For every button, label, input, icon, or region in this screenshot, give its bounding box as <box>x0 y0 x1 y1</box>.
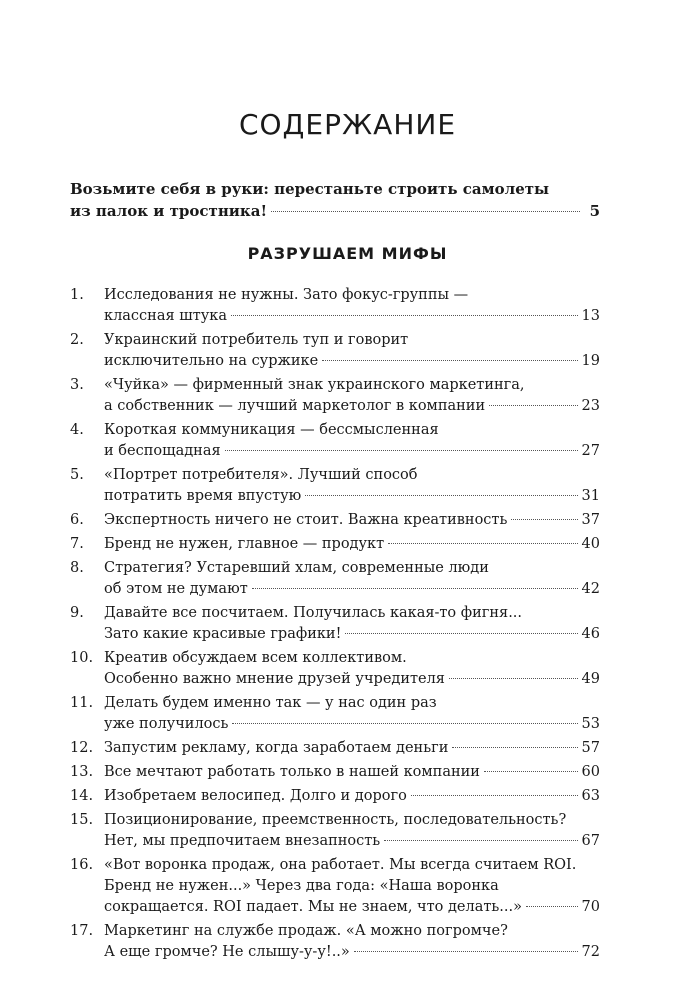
entry-line: Короткая коммуникация — бессмысленная <box>104 422 439 438</box>
page-number: 60 <box>581 764 600 780</box>
section-heading: РАЗРУШАЕМ МИФЫ <box>247 244 448 263</box>
entry-number: 8. <box>70 560 84 576</box>
entry-body <box>104 855 600 918</box>
toc-entry <box>70 534 600 555</box>
entry-number: 6. <box>70 512 84 528</box>
dot-leader <box>232 723 577 724</box>
page-number: 70 <box>581 899 600 915</box>
entry-number: 10. <box>70 650 94 666</box>
entry-leader <box>104 351 600 372</box>
entry-last-line: Нет, мы предпочитаем внезапность <box>104 833 381 849</box>
page-number: 49 <box>581 671 600 687</box>
intro-line-2: из палок и тростника! <box>70 202 268 220</box>
entry-number: 3. <box>70 377 84 393</box>
page-number: 5 <box>589 202 600 220</box>
entry-body <box>104 786 600 807</box>
entry-number: 2. <box>70 332 84 348</box>
toc-entry <box>70 375 600 417</box>
entry-leader <box>104 831 600 852</box>
entry-leader <box>104 897 600 918</box>
entry-number: 17. <box>70 923 94 939</box>
dot-leader <box>489 405 577 406</box>
entry-leader <box>104 714 600 735</box>
entry-leader <box>104 486 600 507</box>
entry-line: «Вот воронка продаж, она работает. Мы всегда считаем ROI. <box>104 857 577 873</box>
dot-leader <box>271 211 580 212</box>
page-title: СОДЕРЖАНИЕ <box>238 108 457 141</box>
entry-leader <box>104 534 600 555</box>
toc-list <box>70 285 600 966</box>
toc-entry <box>70 921 600 963</box>
dot-leader <box>449 678 578 679</box>
toc-entry <box>70 420 600 462</box>
entry-line: Бренд не нужен...» Через два года: «Наша воронка <box>104 878 499 894</box>
page-number: 40 <box>581 536 600 552</box>
dot-leader <box>225 450 578 451</box>
entry-body <box>104 921 600 963</box>
entry-last-line: Бренд не нужен, главное — продукт <box>104 536 385 552</box>
entry-body <box>104 534 600 555</box>
page-number: 13 <box>581 308 600 324</box>
entry-body <box>104 558 600 600</box>
toc-entry <box>70 558 600 600</box>
intro-leader <box>70 200 600 222</box>
toc-entry <box>70 762 600 783</box>
entry-leader <box>104 396 600 417</box>
dot-leader <box>345 633 577 634</box>
entry-body <box>104 762 600 783</box>
entry-leader <box>104 510 600 531</box>
entry-line: Исследования не нужны. Зато фокус-группы — <box>104 287 469 303</box>
toc-entry <box>70 855 600 918</box>
entry-last-line: исключительно на суржике <box>104 353 319 369</box>
toc-entry <box>70 738 600 759</box>
entry-last-line: Запустим рекламу, когда заработаем деньги <box>104 740 449 756</box>
entry-line: Позиционирование, преемственность, последовательность? <box>104 812 567 828</box>
dot-leader <box>231 315 578 316</box>
entry-last-line: Все мечтают работать только в нашей компании <box>104 764 480 780</box>
entry-number: 13. <box>70 764 94 780</box>
toc-entry <box>70 510 600 531</box>
dot-leader <box>252 588 578 589</box>
entry-body <box>104 330 600 372</box>
toc-entry <box>70 648 600 690</box>
entry-line: Давайте все посчитаем. Получилась какая-то фигня... <box>104 605 523 621</box>
entry-body <box>104 465 600 507</box>
entry-last-line: Экспертность ничего не стоит. Важна креативность <box>104 512 508 528</box>
entry-last-line: сокращается. ROI падает. Мы не знаем, что делать...» <box>104 899 522 915</box>
page-number: 31 <box>581 488 600 504</box>
dot-leader <box>484 771 578 772</box>
entry-number: 16. <box>70 857 94 873</box>
entry-body <box>104 738 600 759</box>
entry-number: 15. <box>70 812 94 828</box>
entry-last-line: Зато какие красивые графики! <box>104 626 342 642</box>
entry-body <box>104 375 600 417</box>
entry-number: 7. <box>70 536 84 552</box>
entry-last-line: А еще громче? Не слышу-у-у!..» <box>104 944 350 960</box>
entry-last-line: об этом не думают <box>104 581 248 597</box>
entry-number: 14. <box>70 788 94 804</box>
entry-number: 4. <box>70 422 84 438</box>
toc-entry <box>70 285 600 327</box>
entry-leader <box>104 786 600 807</box>
toc-entry <box>70 693 600 735</box>
page-number: 63 <box>581 788 600 804</box>
dot-leader <box>305 495 577 496</box>
toc-entry <box>70 603 600 645</box>
entry-line: Креатив обсуждаем всем коллективом. <box>104 650 407 666</box>
entry-number: 12. <box>70 740 94 756</box>
page-number: 53 <box>581 716 600 732</box>
intro-line-1: Возьмите себя в руки: перестаньте строить самолеты <box>70 180 550 198</box>
entry-line: «Чуйка» — фирменный знак украинского маркетинга, <box>104 377 525 393</box>
dot-leader <box>411 795 578 796</box>
entry-leader <box>104 942 600 963</box>
toc-entry <box>70 330 600 372</box>
entry-line: Украинский потребитель туп и говорит <box>104 332 409 348</box>
page-number: 37 <box>581 512 600 528</box>
entry-line: «Портрет потребителя». Лучший способ <box>104 467 418 483</box>
toc-entry <box>70 465 600 507</box>
entry-leader <box>104 624 600 645</box>
entry-number: 5. <box>70 467 84 483</box>
entry-body <box>104 420 600 462</box>
page-number: 19 <box>581 353 600 369</box>
entry-body <box>104 510 600 531</box>
entry-last-line: потратить время впустую <box>104 488 302 504</box>
dot-leader <box>526 906 578 907</box>
page-number: 42 <box>581 581 600 597</box>
entry-leader <box>104 738 600 759</box>
intro-entry <box>70 178 600 222</box>
page-number: 67 <box>581 833 600 849</box>
entry-line: Стратегия? Устаревший хлам, современные люди <box>104 560 489 576</box>
dot-leader <box>354 951 578 952</box>
entry-last-line: и беспощадная <box>104 443 221 459</box>
page-number: 72 <box>581 944 600 960</box>
entry-leader <box>104 762 600 783</box>
entry-line: Маркетинг на службе продаж. «А можно погромче? <box>104 923 508 939</box>
entry-leader <box>104 669 600 690</box>
page-number: 23 <box>581 398 600 414</box>
entry-number: 11. <box>70 695 94 711</box>
entry-number: 9. <box>70 605 84 621</box>
dot-leader <box>388 543 577 544</box>
entry-body <box>104 693 600 735</box>
entry-line: Делать будем именно так — у нас один раз <box>104 695 437 711</box>
entry-body <box>104 648 600 690</box>
entry-leader <box>104 441 600 462</box>
toc-entry <box>70 810 600 852</box>
page-number: 27 <box>581 443 600 459</box>
entry-number: 1. <box>70 287 84 303</box>
dot-leader <box>322 360 577 361</box>
entry-last-line: классная штука <box>104 308 227 324</box>
entry-body <box>104 810 600 852</box>
entry-last-line: а собственник — лучший маркетолог в компании <box>104 398 486 414</box>
dot-leader <box>511 519 577 520</box>
toc-entry <box>70 786 600 807</box>
entry-leader <box>104 306 600 327</box>
entry-last-line: Изобретаем велосипед. Долго и дорого <box>104 788 407 804</box>
entry-last-line: Особенно важно мнение друзей учредителя <box>104 671 445 687</box>
page-number: 57 <box>581 740 600 756</box>
dot-leader <box>384 840 577 841</box>
entry-body <box>104 603 600 645</box>
entry-leader <box>104 579 600 600</box>
entry-last-line: уже получилось <box>104 716 229 732</box>
dot-leader <box>452 747 577 748</box>
page-number: 46 <box>581 626 600 642</box>
entry-body <box>104 285 600 327</box>
